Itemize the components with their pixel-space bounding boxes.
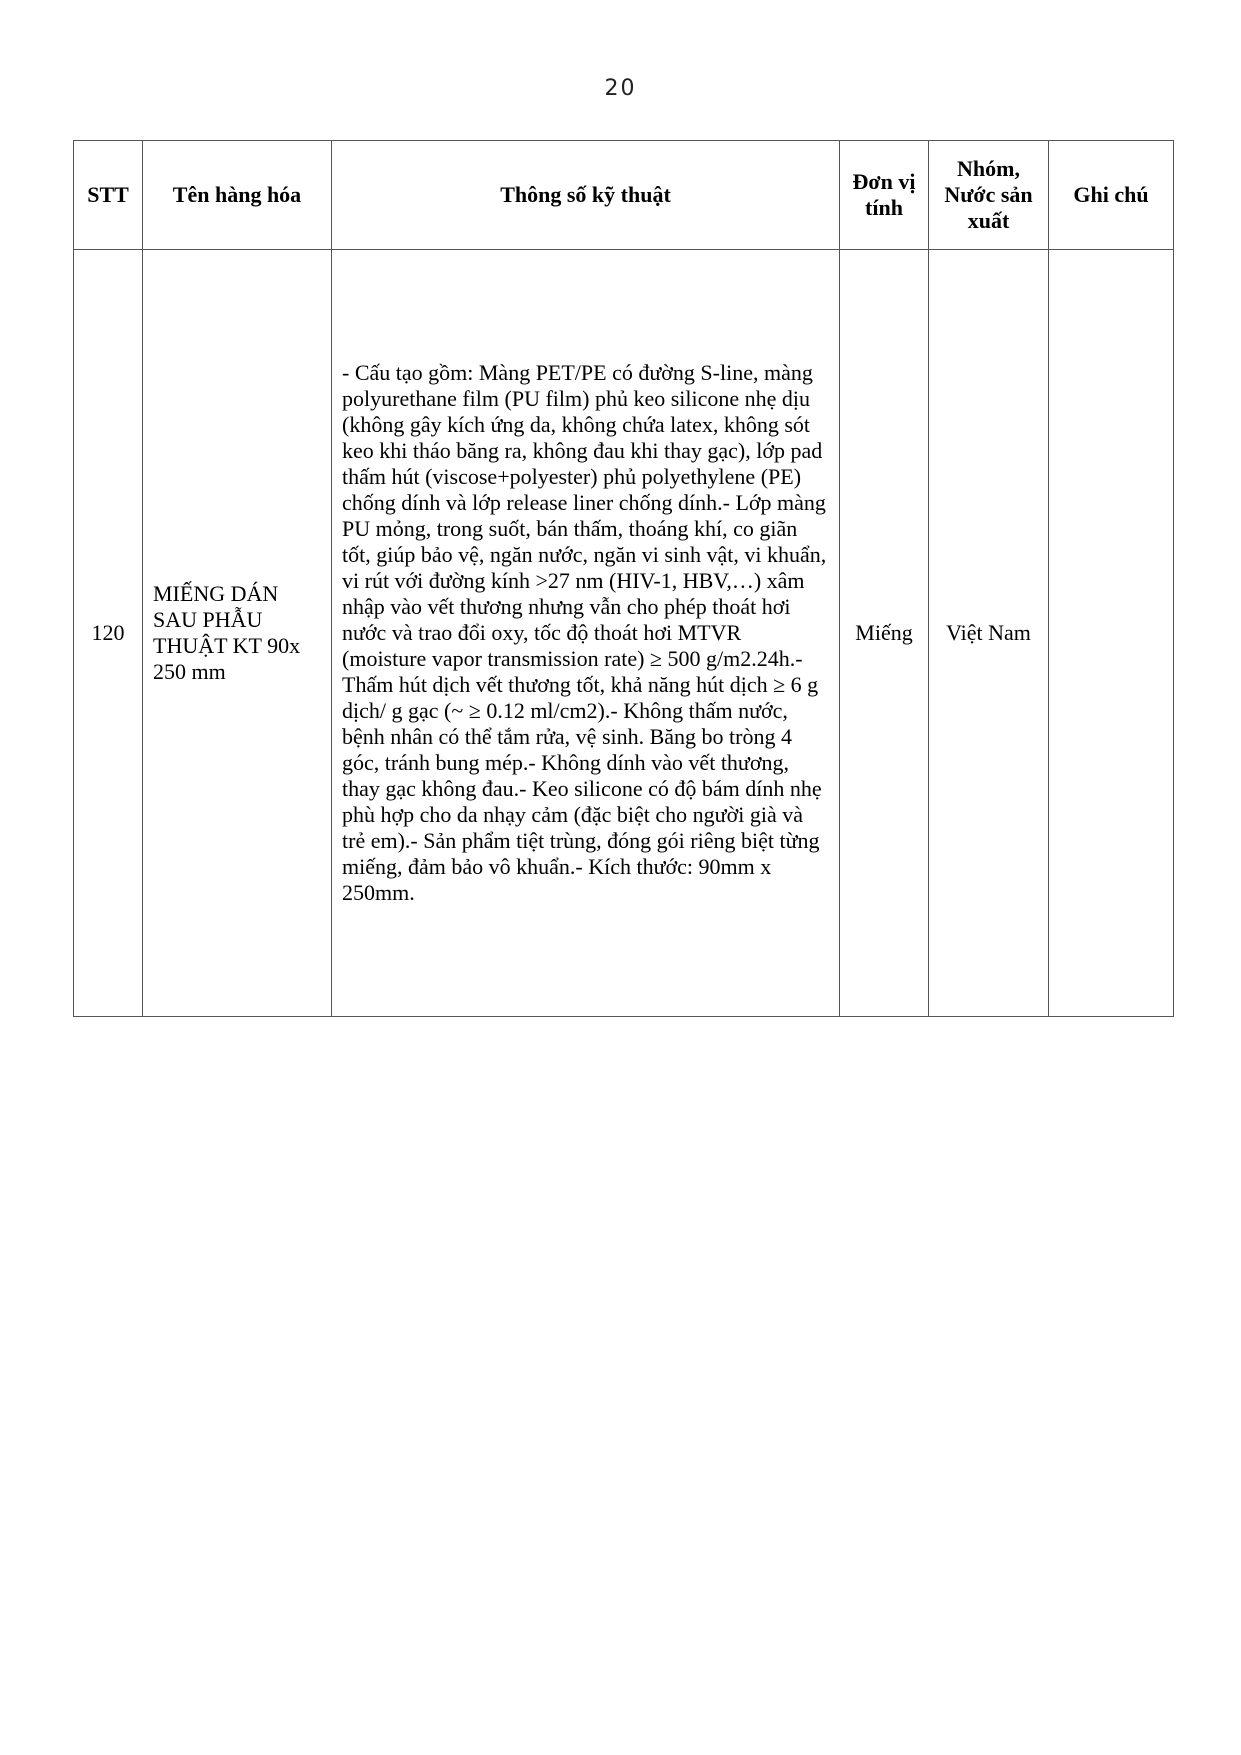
header-unit: Đơn vị tính	[840, 141, 929, 250]
header-note: Ghi chú	[1049, 141, 1174, 250]
page-number: 20	[604, 76, 637, 101]
cell-note	[1049, 250, 1174, 1017]
cell-origin: Việt Nam	[929, 250, 1049, 1017]
cell-unit: Miếng	[840, 250, 929, 1017]
table-row	[74, 250, 1174, 1017]
cell-stt: 120	[74, 250, 143, 1017]
header-name: Tên hàng hóa	[143, 141, 332, 250]
table-header-row	[74, 141, 1174, 250]
cell-specification: - Cấu tạo gồm: Màng PET/PE có đường S-line, màng polyurethane film (PU film) phủ keo silicone nhẹ dịu (không gây kích ứng da, không chứa latex, không sót keo khi tháo băng ra, không đau khi thay gạc), lớp pad thấm hút (viscose+polyester) phủ polyethylene (PE) chống dính và lớp release liner chống dính.- Lớp màng PU mỏng, trong suốt, bán thấm, thoáng khí, co giãn tốt, giúp bảo vệ, ngăn nước, ngăn vi sinh vật, vi khuẩn, vi rút với đường kính >27 nm (HIV-1, HBV,…) xâm nhập vào vết thương nhưng vẫn cho phép thoát hơi nước và trao đổi oxy, tốc độ thoát hơi MTVR (moisture vapor transmission rate) ≥ 500 g/m2.24h.- Thấm hút dịch vết thương tốt, khả năng hút dịch ≥ 6 g dịch/ g gạc (~ ≥ 0.12 ml/cm2).- Không thấm nước, bệnh nhân có thể tắm rửa, vệ sinh. Băng bo tròng 4 góc, tránh bung mép.- Không dính vào vết thương, thay gạc không đau.- Keo silicone có độ bám dính nhẹ phù hợp cho da nhạy cảm (đặc biệt cho người già và trẻ em).- Sản phẩm tiệt trùng, đóng gói riêng biệt từng miếng, đảm bảo vô khuẩn.- Kích thước: 90mm x 250mm.	[332, 250, 840, 1017]
header-spec: Thông số kỹ thuật	[332, 141, 840, 250]
product-spec-table	[73, 140, 1174, 1017]
header-stt: STT	[74, 141, 143, 250]
cell-product-name: MIẾNG DÁN SAU PHẪU THUẬT KT 90x 250 mm	[143, 250, 332, 1017]
header-origin: Nhóm, Nước sản xuất	[929, 141, 1049, 250]
